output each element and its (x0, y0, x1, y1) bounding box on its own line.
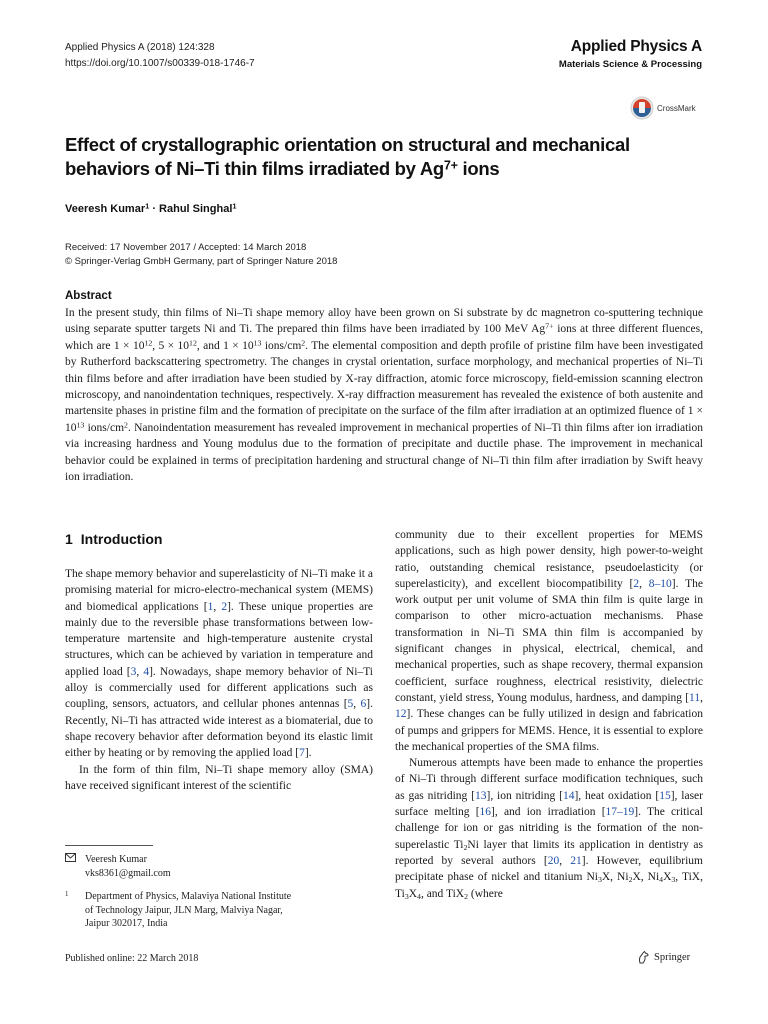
author-affiliation-mark: 1 (145, 201, 150, 211)
paragraph: community due to their excellent properties for MEMS applications, such as high power density, high power-to-weight ratio, outstanding chemical resistance, pseudoelasticity (or superelasticity), and excellent biocompatibility [2, 8–10]. The work output per unit volume of SMA thin film is quite large in comparison to other micro-actuation mechanisms. Phase transformation in Ni–Ti SMA thin film is accompanied by significant changes in physical, electrical, chemical, and mechanical properties, such as shape recovery, thermal expansion coefficient, surface roughness, electrical resistivity, dielectric constant, yield stress, Young modulus, hardness, and damping [11, 12]. These changes can be fully utilized in design and fabrication of pumps and grippers for MEMS. Hence, it is essential to explore the mechanical properties of the SMA films. (395, 529, 703, 753)
citation-link[interactable]: 7 (299, 747, 305, 760)
affiliation-note (65, 890, 365, 931)
citation-link[interactable]: 4 (143, 665, 150, 678)
doi-link[interactable]: https://doi.org/10.1007/s00339-018-1746-7 (65, 58, 255, 69)
author-list (65, 203, 237, 215)
body-column-left (65, 566, 373, 794)
section-title: Introduction (80, 531, 163, 547)
affiliation-line: Department of Physics, Malaviya National Institute (85, 891, 292, 902)
published-online-date: Published online: 22 March 2018 (65, 953, 199, 964)
journal-name: Applied Physics A (570, 38, 702, 55)
citation-link[interactable]: 13 (474, 789, 487, 802)
body-column-right (395, 527, 703, 902)
affiliation-line: of Technology Jaipur, JLN Marg, Malviya Nagar, (85, 904, 283, 916)
author-name[interactable]: Rahul Singhal (159, 203, 233, 215)
publisher-logo[interactable] (637, 950, 690, 964)
publisher-name: Springer (654, 951, 691, 963)
section-number: 1 (65, 531, 73, 547)
corresponding-author-email[interactable]: vks8361@gmail.com (85, 867, 171, 879)
citation-link[interactable]: 5 (347, 698, 354, 711)
citation-link[interactable]: 11 (689, 691, 701, 704)
section-heading-introduction (65, 531, 162, 547)
title-text-end: ions (457, 158, 500, 179)
springer-horse-icon (637, 950, 650, 964)
author-separator: · (149, 203, 160, 215)
affiliation-mark: 1 (65, 890, 69, 898)
article-history (65, 241, 337, 269)
corresponding-author-note (65, 853, 365, 880)
citation-link[interactable]: 1 (207, 600, 214, 613)
envelope-icon (65, 853, 85, 880)
journal-masthead (559, 38, 702, 70)
paragraph: In the form of thin film, Ni–Ti shape memory alloy (SMA) have received significant interest of the scientific (65, 763, 373, 792)
abstract-text: In the present study, thin films of Ni–Ti shape memory alloy have been grown on Si substrate by dc magnetron co-sputtering technique using separate sputter targets Ni and Ti. The prepared thin films have been irradiated by 100 MeV $Ag^{7+}$ ions at three different fluences, which are $1 \times 10^{12}$, $5 \times 10^{12}$, and $1 \times 10^{13}$ ions/$cm^2$. The elemental composition and depth profile of pristine film have been investigated by Rutherford backscattering spectrometry. The changes in crystal orientation, surface morphology, and mechanical properties of Ni–Ti thin films before and after irradiation have been studied by X-ray diffraction, atomic force microscopy, field-emission scanning electron microscopy, and nanoindentation techniques, respectively. X-ray diffraction measurement has revealed the existence of both austenite and martensite phases in pristine film and the formation of precipitate on the surface of the film after irradiation at an optimized fluence of $1 \times 10^{13}$ ions/$cm^2$. Nanoindentation measurement has revealed improvement in mechanical properties of Ni–Ti thin films after ion irradiation via increasing hardness and Young modulus due to the formation of precipitate and ductile phase. The improvement in mechanical behavior could be explained in terms of precipitation hardening and structural change of Ni–Ti thin film after irradiation by Swift heavy ion irradiation. (65, 307, 703, 484)
copyright-line: © Springer-Verlag GmbH Germany, part of Springer Nature 2018 (65, 256, 338, 267)
citation-link[interactable]: 15 (659, 789, 671, 802)
crossmark-label: CrossMark (657, 103, 696, 113)
affiliation-line: Jaipur 302017, India (85, 918, 168, 929)
abstract-heading: Abstract (65, 290, 112, 302)
journal-subtitle: Materials Science & Processing (558, 59, 702, 70)
article-title (65, 133, 685, 181)
citation-link[interactable]: 3 (130, 665, 137, 678)
crossmark-badge[interactable] (630, 94, 712, 122)
paragraph: The shape memory behavior and superelasticity of Ni–Ti make it a promising material for micro-electro-mechanical system (MEMS) and biomedical applications [1, 2]. These unique properties are mainly due to the reversible phase transformations between low-temperature martensite and high-temperature austenite crystal structures, which can be achieved by variation in temperature and applied load [3, 4]. Nowadays, shape memory behavior of Ni–Ti alloy is commercially used for different applications such as coupling, sensors, actuators, and cellular phones antennas [5, 6]. Recently, Ni–Ti has attracted wide interest as a biomaterial, due to shape recovery behavior after deformation beyond its elastic limit either by heating or by removing the applied load [7]. (65, 568, 374, 760)
footnote-divider (65, 845, 153, 846)
citation-link[interactable]: 2 (221, 600, 228, 613)
citation-link[interactable]: 8–10 (648, 577, 672, 590)
corresponding-author-name: Veeresh Kumar (85, 854, 147, 865)
title-text: Effect of crystallographic orientation on structural and mechanical behaviors of Ni–Ti thin films irradiated by Ag (65, 134, 630, 179)
citation-link[interactable]: 17–19 (605, 806, 635, 819)
received-accepted-line: Received: 17 November 2017 / Accepted: 14 March 2018 (65, 242, 307, 253)
citation-link[interactable]: 20 (547, 854, 560, 867)
footnotes (65, 853, 365, 931)
citation-link[interactable]: 12 (395, 708, 407, 721)
paragraph: Numerous attempts have been made to enhance the properties of Ni–Ti through different surface modification techniques, such as gas nitriding [13], ion nitriding [14], heat oxidation [15], laser surface melting [16], and ion irradiation [17–19]. The critical challenge for ion or gas nitriding is the formation of the non-superelastic $Ti_2Ni$ layer that limits its application in dentistry as reported by several authors [20, 21]. However, equilibrium precipitate phase of nickel and titanium $Ni_3X$, $Ni_2X$, $Ni_4X_3$, TiX, $Ti_3X_4$, and TiX$_2$ (where (395, 757, 704, 901)
title-superscript: 7+ (443, 158, 458, 173)
citation-link[interactable]: 6 (360, 698, 367, 711)
crossmark-logo-icon (630, 96, 654, 120)
citation-link[interactable]: 2 (633, 577, 640, 590)
author-affiliation-mark: 1 (232, 201, 237, 211)
running-header (65, 40, 255, 72)
citation-line: Applied Physics A (2018) 124:328 (65, 42, 215, 53)
citation-link[interactable]: 14 (562, 789, 575, 802)
citation-link[interactable]: 21 (570, 854, 582, 867)
citation-link[interactable]: 16 (479, 806, 492, 819)
author-name[interactable]: Veeresh Kumar (65, 203, 146, 215)
